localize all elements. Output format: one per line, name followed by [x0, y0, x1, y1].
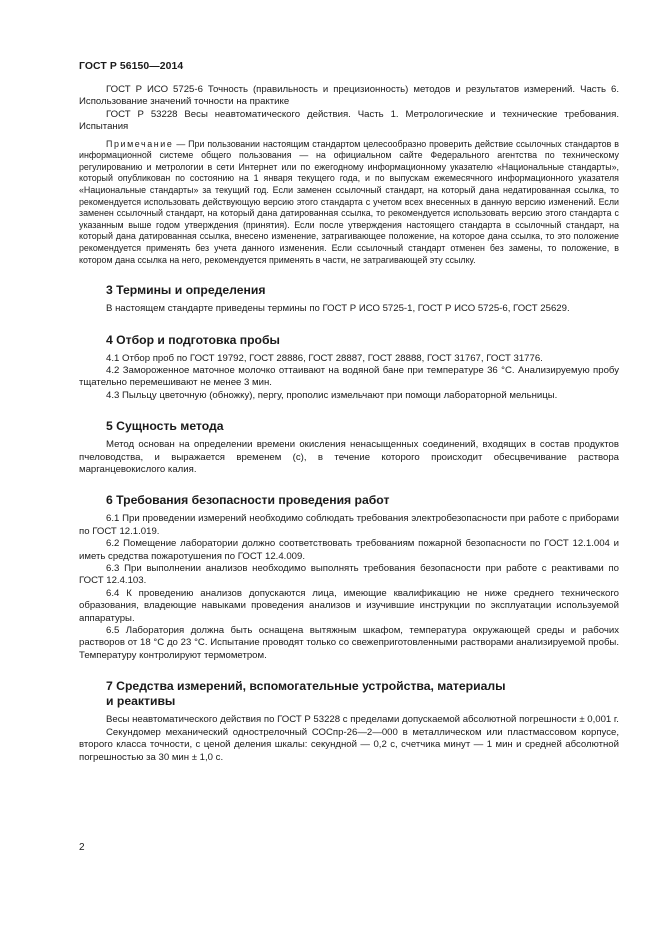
page-number: 2 — [79, 842, 85, 853]
document-header: ГОСТ Р 56150—2014 — [79, 61, 184, 72]
document-body — [79, 84, 619, 764]
section-7-heading — [79, 679, 619, 709]
section-4-heading: 4 Отбор и подготовка пробы — [106, 332, 280, 347]
section-5-heading: 5 Сущность метода — [106, 419, 224, 434]
note-label: Примечание — [106, 138, 174, 149]
reference-gost-r-53228: ГОСТ Р 53228 Весы неавтоматического действия. Часть 1. Метрологические и технические требования. Испытания — [79, 108, 619, 133]
section-7-scales-paragraph: Весы неавтоматического действия по ГОСТ Р 53228 с пределами допускаемой абсолютной погрешности ± 0,001 г. — [106, 714, 619, 726]
clause-4-2: 4.2 Замороженное маточное молочко оттаивают на водяной бане при температуре 36 °С. Анализируемую пробу тщательно перемешивают не менее 3 мин. — [79, 364, 619, 389]
clause-4-1: 4.1 Отбор проб по ГОСТ 19792, ГОСТ 28886, ГОСТ 28887, ГОСТ 28888, ГОСТ 31767, ГОСТ 31776. — [106, 352, 543, 364]
section-7-heading-line2: и реактивы — [106, 694, 176, 709]
clause-6-5: 6.5 Лаборатория должна быть оснащена вытяжным шкафом, температура окружающей среды и рабочих растворов от 18 °С до 23 °С. Испытание проводят только со свежеприготовленными растворами анализируемой пробы. Температуру контролируют термометром. — [79, 625, 619, 661]
reference-gost-r-iso-5725-6: ГОСТ Р ИСО 5725-6 Точность (правильность и прецизионность) методов и результатов измерений. Часть 6. Использование значений точности на практике — [79, 84, 619, 108]
clause-6-4: 6.4 К проведению анализов допускаются лица, имеющие квалификацию не ниже среднего технического образования, владеющие навыками проведения анализов и изучившие инструкции по эксплуатации используемой аппаратуры. — [79, 587, 619, 624]
clause-4-3: 4.3 Пыльцу цветочную (обножку), пергу, прополис измельчают при помощи лабораторной мельницы. — [106, 389, 558, 401]
note-paragraph — [79, 139, 619, 267]
section-7-heading-line1: 7 Средства измерений, вспомогательные устройства, материалы — [106, 679, 506, 694]
section-7-stopwatch-paragraph: Секундомер механический однострелочный СОСпр-26—2—000 в металлическом или пластмассовом корпусе, второго класса точности, с ценой деления шкалы: секундной — 0,2 с, счетчика минут — 1 мин и средней абсолютной погрешностью за 30 мин ± 1,0 с. — [79, 726, 619, 763]
clause-6-1: 6.1 При проведении измерений необходимо соблюдать требования электробезопасности при работе с приборами по ГОСТ 12.1.019. — [79, 513, 619, 537]
clause-6-3: 6.3 При выполнении анализов необходимо выполнять требования безопасности при работе с реактивами по ГОСТ 12.4.103. — [79, 563, 619, 587]
note-text: — При пользовании настоящим стандартом целесообразно проверить действие ссылочных стандартов в информационной системе общего пользования — на официальном сайте Федерального агентства по техническому регулированию и метрологии в сети Интернет или по ежегодному информационному указателю «Национальные стандарты», который опубликован по состоянию на 1 января текущего года, и по выпускам ежемесячного информационного указателя «Национальные стандарты» за текущий год. Если заменен ссылочный стандарт, на который дана недатированная ссылка, то рекомендуется использовать действующую версию этого стандарта с учетом всех внесенных в данную версию изменений. Если заменен ссылочный стандарт, на который дана датированная ссылка, то рекомендуется использовать версию этого стандарта с указанным выше годом утверждения (принятия). Если после утверждения настоящего стандарта в ссылочный стандарт, на который дана датированная ссылка, внесено изменение, затрагивающее положение, на которое дана ссылка, то это положение рекомендуется применять без учета данного изменения. Если ссылочный стандарт отменен без замены, то положение, в котором дана ссылка на него, рекомендуется применять в части, не затрагивающей эту ссылку. — [79, 138, 619, 265]
section-3-heading: 3 Термины и определения — [106, 283, 266, 298]
section-5-paragraph: Метод основан на определении времени окисления ненасыщенных соединений, входящих в состав продуктов пчеловодства, и выражается временем (с), в течение которого происходит обесцвечивание раствора марганцевокислого калия. — [79, 439, 619, 475]
section-6-heading: 6 Требования безопасности проведения работ — [106, 493, 390, 508]
section-3-paragraph: В настоящем стандарте приведены термины по ГОСТ Р ИСО 5725-1, ГОСТ Р ИСО 5725-6, ГОСТ 25629. — [106, 303, 570, 315]
clause-6-2: 6.2 Помещение лаборатории должно соответствовать требованиям пожарной безопасности по ГОСТ 12.1.004 и иметь средства пожаротушения по ГОСТ 12.4.009. — [79, 538, 619, 562]
